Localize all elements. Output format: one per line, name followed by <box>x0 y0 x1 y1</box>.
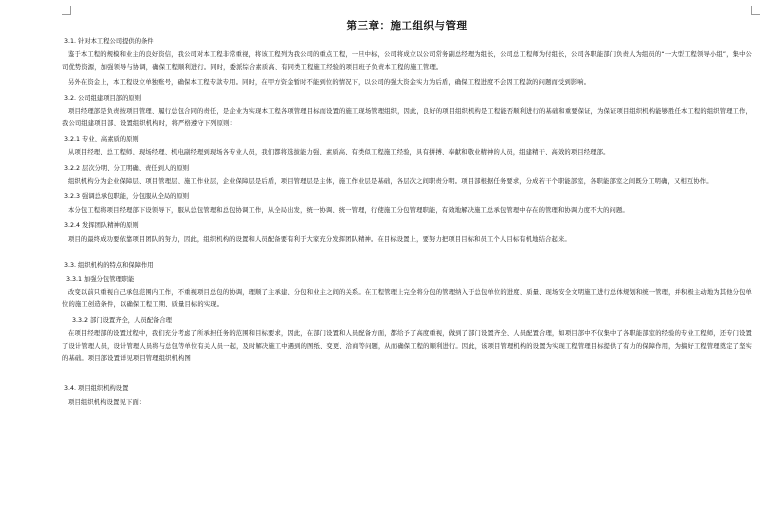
document-body <box>62 36 752 409</box>
section-heading: 3.2.2 层次分明、分工明确、责任到人的原则 <box>64 164 190 172</box>
section-heading: 3.4. 项目组织机构设置 <box>64 385 129 393</box>
page-title: 第三章：施工组织与管理 <box>346 20 468 32</box>
body-paragraph: 改变以前只重视自己承包范围内工作，不重视项目总包的协调，理顺了主承建、分包和业主之间的关系。在工程管理上完全将分包的管理纳入于总包单位的进度、质量、现场安全文明施工进行总体规划和统一管理，并积极主动地为其他分包单位的施工创造条件，以确保工程工期、质量目标的实现。 <box>62 288 752 309</box>
document-page <box>62 14 752 412</box>
body-paragraph: 另外在资金上，本工程设立单独账号，确保本工程专款专用。同时，在甲方资金暂时不能到位的情况下，以公司的强大资金实力为后盾，确保工程进度不会因工程款的问题而受到影响。 <box>68 79 591 87</box>
section-heading: 3.3. 组织机构的特点和保障作用 <box>64 262 154 270</box>
section-heading: 3.2.1 专业、高素质的原则 <box>64 135 139 143</box>
body-paragraph: 鉴于本工程的规模和业主的良好资信，我公司对本工程非常重视，将该工程列为我公司的重点工程，一旦中标，公司将成立以公司常务副总经理为组长，公司总工程师为付组长，公司各职能部门负责人为组员的“一大型工程领导小组”，集中公司优势资源，加强领导与协调，确保工程顺利进行。同时，委派综合素质高、有同类工程施工经验的项目班子负责本工程的施工管理。 <box>62 51 752 71</box>
section-heading: 3.3.1 加强分包管理职能 <box>66 275 135 283</box>
section-heading: 3.3.2 部门设置齐全，人员配备合理 <box>72 316 172 324</box>
section-heading: 3.2.3 强调总承包职能，分包服从全局的原则 <box>64 193 190 201</box>
body-paragraph: 在项目经理部的设置过程中，我们充分考虑了所承担任务的范围和目标要求，因此，在部门设置和人员配备方面，都给予了高度重视，做到了部门设置齐全、人员配置合理，如项目部中不仅集中了各职能部室的经验的专业工程师，还专门设置了设计管理人员，设计管理人员将与总包等单位有关人员一起，及时解决施工中遇到的图纸、变更、洽商等问题，从而确保工程的顺利进行。因此，该项目管理机构的设置为实现工程管理目标提供了有力的保障作用，为搞好工程管理奠定了坚实的基础。项目部设置详见项目管理组织机构图 <box>62 330 752 362</box>
section-heading: 3.1. 针对本工程公司提供的条件 <box>64 38 154 45</box>
spacer <box>62 249 752 259</box>
body-paragraph: 本分包工程将项目经理部下设领导下，服从总包管理和总包协调工作，从全局出发，统一协调、统一管理，行使施工分包管理职能，有效地解决施工总承包管理中存在的管理和协调力度不大的问题。 <box>68 206 629 214</box>
spacer <box>62 368 752 382</box>
body-paragraph: 从项目经理、总工程师、现场经理、机电副经理到现场各专业人员，我们都将选拔能力强、素质高、有类似工程施工经验，具有拼搏、奉献和敬业精神的人员，组建精干、高效的项目经理部。 <box>68 149 610 157</box>
section-heading: 3.2. 公司组建项目部的原则 <box>64 94 141 102</box>
page-corner-mark <box>751 6 760 15</box>
body-paragraph: 项目经理部是负责按项目管理、履行总包合同的责任，是企业为实现本工程各项管理目标而设置的施工现场管理组织，因此，良好的项目组织机构是工程能否顺利进行的基础和重要保证，为保证项目组织机构能够胜任本工程的组织管理工作，我公司组建项目部、设置组织机构时，将严格遵守下列原则： <box>62 108 752 128</box>
body-paragraph: 组织机构分为企业保障层、项目管理层、施工作业层，企业保障层是后盾，项目管理层是主体，施工作业层是基础，各层次之间职责分明。项目部根据任务要求，分成若干个职能部室，各职能部室之间既分工明确，又相互协作。 <box>68 178 713 186</box>
body-paragraph: 项目的最终成功要依靠项目团队的努力，因此，组织机构的设置和人员配备要有利于大家充分发挥团队精神。在目标设置上，要努力把项目目标和员工个人目标有机地结合起来。 <box>68 235 571 243</box>
body-paragraph: 项目组织机构设置见下面： <box>68 398 146 406</box>
section-heading: 3.2.4 发挥团队精神的原则 <box>64 222 139 230</box>
